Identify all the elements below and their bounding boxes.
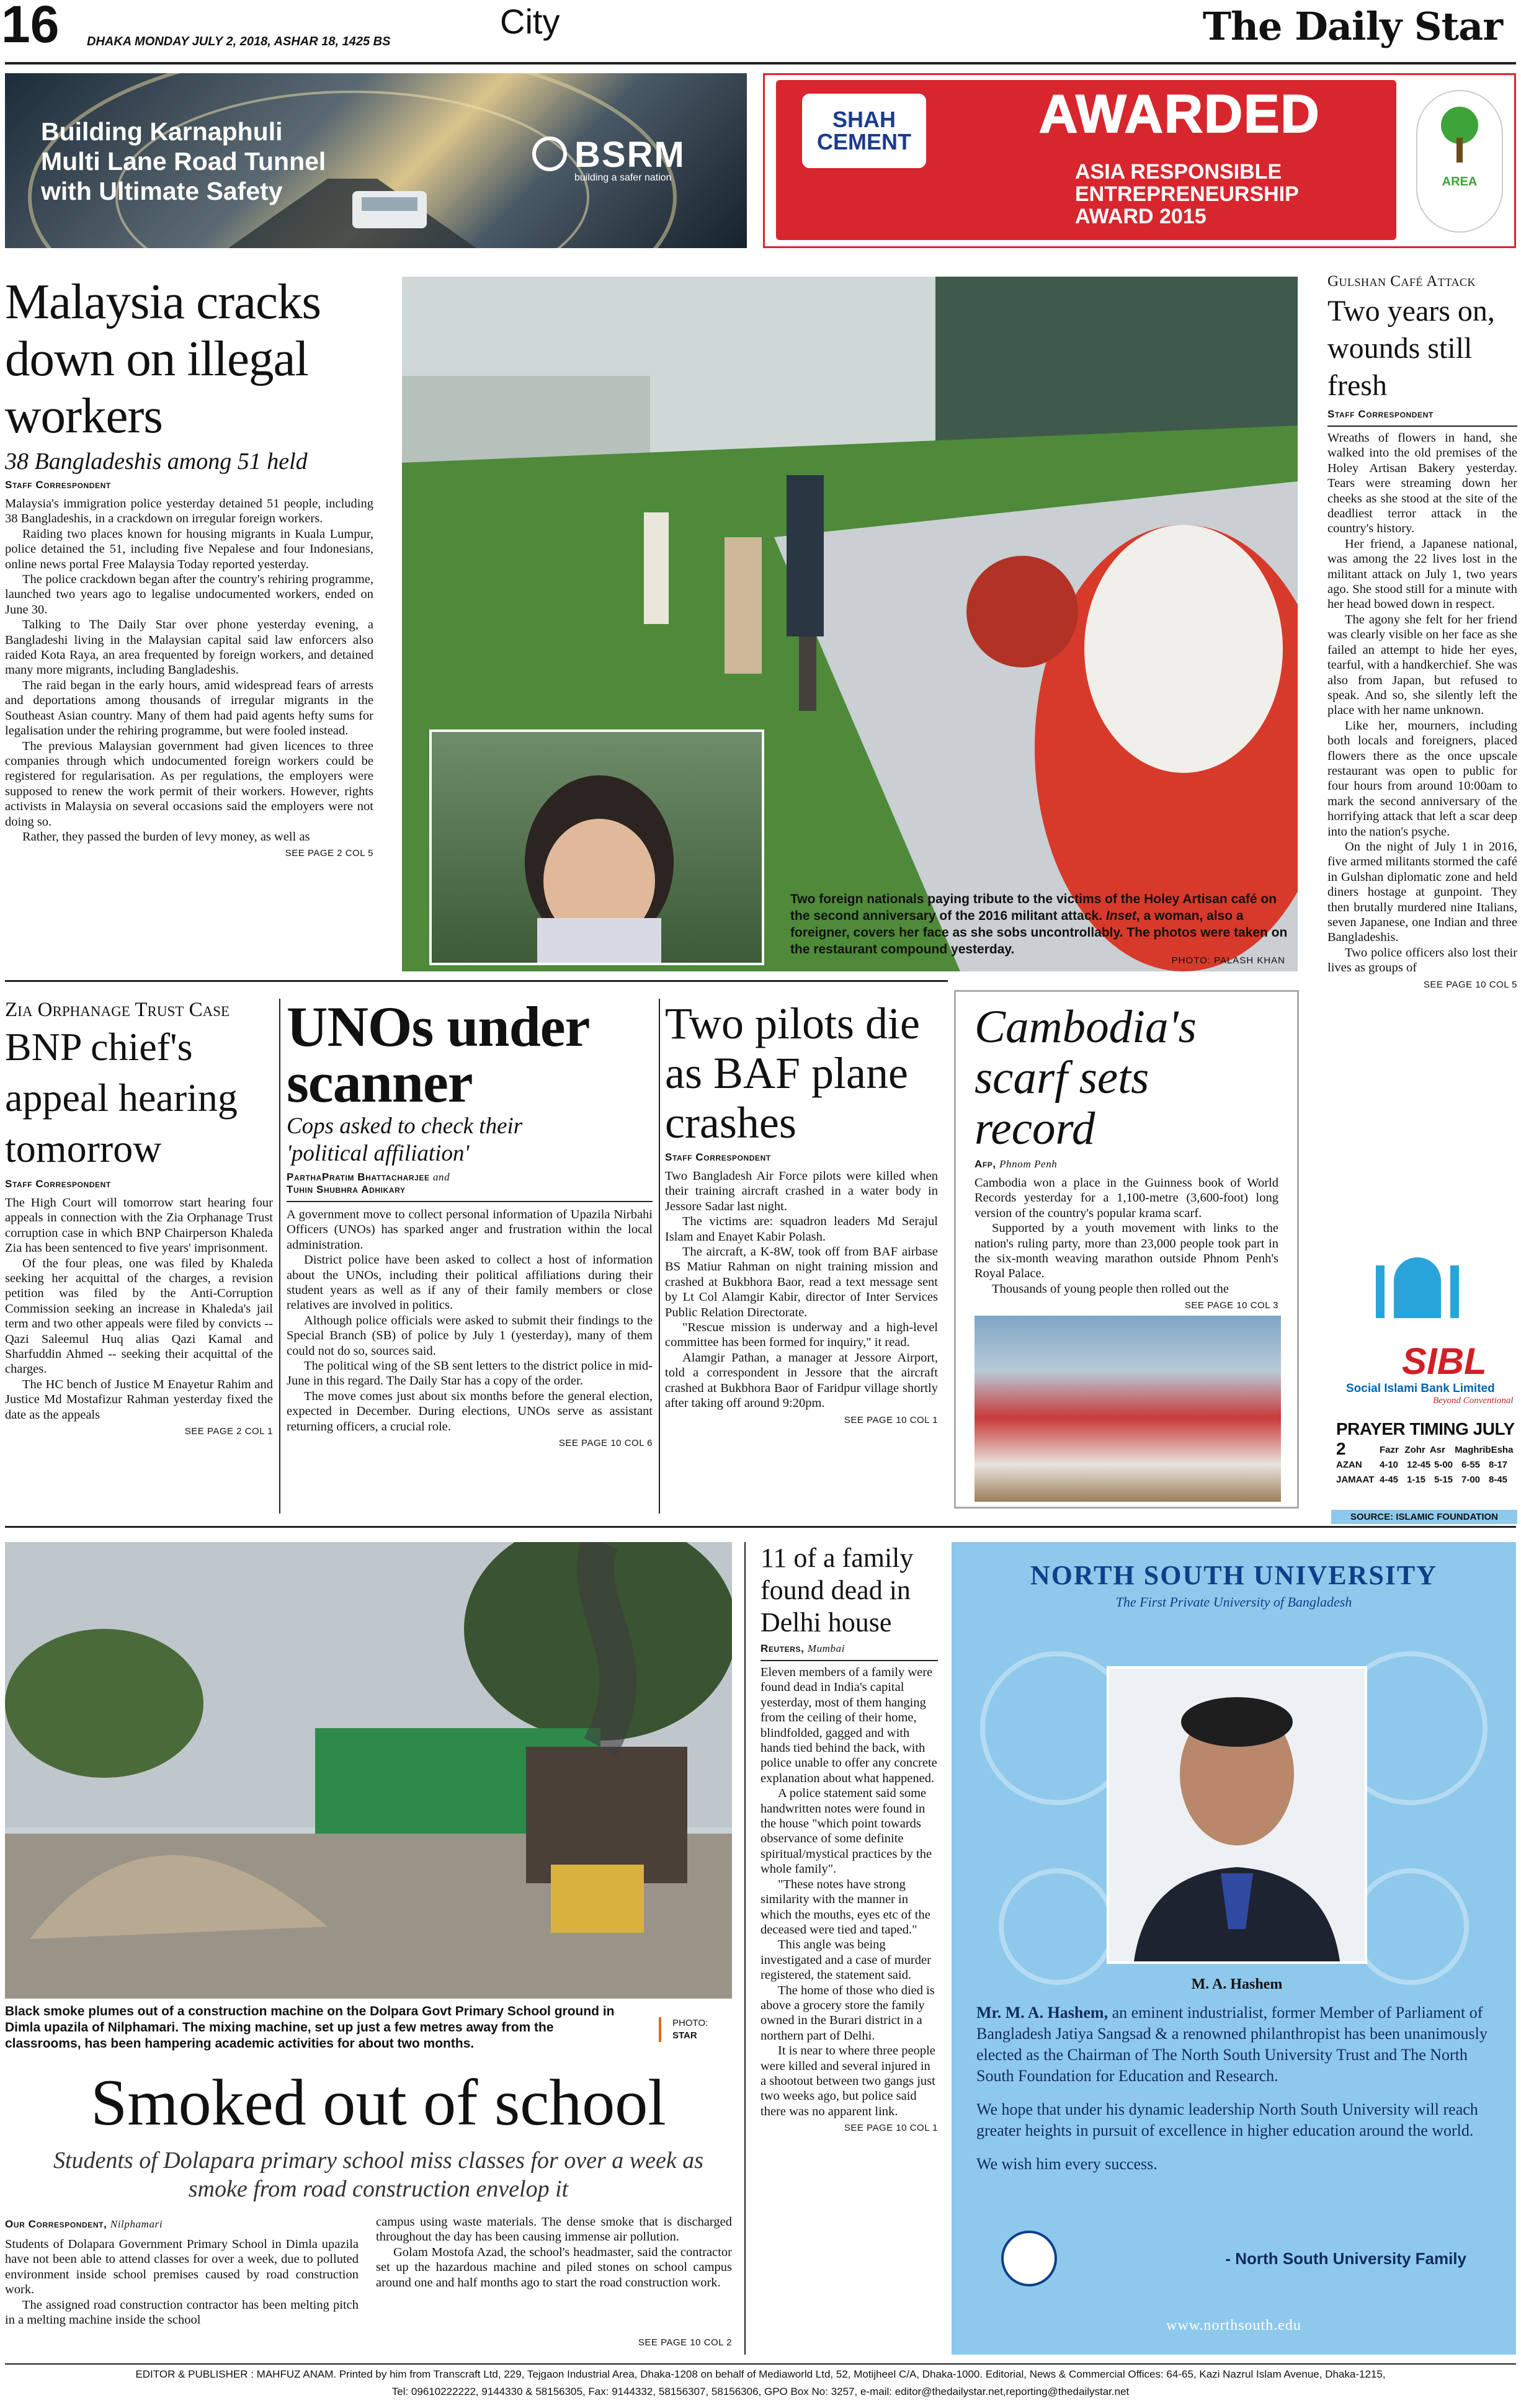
nsu-title: NORTH SOUTH UNIVERSITY xyxy=(1030,1560,1438,1590)
area-badge-label: AREA xyxy=(1442,175,1478,189)
gulshan-article xyxy=(1327,273,1517,990)
cambodia-body xyxy=(975,1175,1278,1296)
malaysia-article xyxy=(5,273,373,858)
prayer-cell: 8-45 xyxy=(1489,1474,1508,1485)
cambodia-headline: Cambodia's scarf sets record xyxy=(975,1001,1197,1154)
nsu-p2: We hope that under his dynamic leadership North South University will reach greater heights in pursuit of excellence in higher education around the world. xyxy=(976,2100,1478,2139)
nsu-sign: - North South University Family xyxy=(1225,2249,1466,2268)
cambodia-byline xyxy=(975,1158,1278,1171)
paragraph: "Rescue mission is underway and a high-level committee has been formed for inquiry," it read. xyxy=(665,1321,938,1350)
caption-text-a: Two foreign nationals paying tribute to the victims of the Holey Artisan café on the second anniversary of the 2016 militant attack. xyxy=(790,892,1277,923)
mosque-icon xyxy=(1371,1247,1464,1327)
paragraph: Talking to The Daily Star over phone yesterday evening, a Bangladeshi living in the Malaysian capital said law enforcers also raided Kota Raya, an area frequented by foreign workers, and detained many more migrants, including Bangladeshis. xyxy=(5,618,373,677)
unos-author-2: Tuhin Shubhra Adhikary xyxy=(287,1184,406,1195)
bsrm-headline: Building Karnaphuli Multi Lane Road Tunnel with Ultimate Safety xyxy=(41,117,326,205)
delhi-headline: 11 of a family found dead in Delhi house xyxy=(760,1543,914,1638)
footer-line-1: EDITOR & PUBLISHER : MAHFUZ ANAM. Printed by him from Transcraft Ltd, 229, Tejgaon Industrial Area, Dhaka-1208 on behalf of Mediaworld Ltd, 52, Motijheel C/A, Dhaka-1000. Editorial, News & Commercial Offices: 64-65, Kazi Nazrul Islam Avenue, Dhaka-1215, xyxy=(135,2368,1386,2380)
main-photo-caption xyxy=(790,891,1293,958)
paragraph: Eleven members of a family were found dead in India's capital yesterday, most of them hanging from the ceiling of their home, blindfolded, gagged and with hands tied behind the back, with police unable to offer any concrete explanation about what happened. xyxy=(760,1666,937,1785)
school-headline: Smoked out of school xyxy=(91,2066,666,2139)
school-photo xyxy=(5,1542,732,1999)
prayer-row xyxy=(1336,1473,1516,1487)
delhi-article xyxy=(760,1542,938,2133)
nsu-ad[interactable] xyxy=(952,1542,1516,2355)
paragraph: The assigned road construction contractor has been melting pitch in a melting machine inside the school xyxy=(5,2298,359,2327)
school-subhead: Students of Dolapara primary school miss classes for over a week as smoke from road construction envelop it xyxy=(53,2147,704,2202)
paragraph: Her friend, a Japanese national, was among the 22 lives lost in the militant attack on July 1, two years ago. She stood still for a minute with her head bowed down in respect. xyxy=(1327,537,1517,612)
cambodia-article xyxy=(954,990,1299,1509)
tree-icon xyxy=(1432,104,1488,172)
dateline: DHAKA MONDAY JULY 2, 2018, ASHAR 18, 1425 BS xyxy=(87,35,391,48)
prayer-cell: 5-00 xyxy=(1434,1460,1453,1470)
paragraph: Of the four pleas, one was filed by Khaleda seeking her acquittal of the charges, a revision petition was filed by the Anti-Corruption Commission seeking an increase in Khaleda's jail term and two other appeals were filed by convicts -- Qazi Saleemul Huq alias Qazi Kamal and Sharfuddin Ahmed -- seeking their acquittal of the charges. xyxy=(5,1256,273,1376)
school-byline-place: Nilphamari xyxy=(110,2218,163,2230)
paragraph: Thousands of young people then rolled out the xyxy=(992,1282,1229,1296)
caption-text-b: , a woman, also a foreigner, covers her face as she sobs uncontrollably. The photos were taken on the restaurant compound yesterday. xyxy=(790,909,1288,957)
page-number: 16 xyxy=(1,0,60,53)
paragraph: The move comes just about six months before the general election, expected in December. During elections, UNOs serve as assistant returning officers, a crucial role. xyxy=(287,1389,653,1434)
school-byline xyxy=(5,2218,163,2231)
nsu-p3: We wish him every success. xyxy=(976,2155,1157,2173)
school-col2 xyxy=(376,2214,732,2290)
sibl-name: Social Islami Bank Limited xyxy=(1346,1382,1495,1395)
sibl-tagline: Beyond Conventional xyxy=(1433,1396,1514,1406)
award-name: ASIA RESPONSIBLE ENTREPRENEURSHIP AWARD 2015 xyxy=(1075,160,1299,228)
bnp-article xyxy=(5,999,273,1437)
paragraph: Like her, mourners, including both locals and foreigners, placed flowers there as the once upscale restaurant was open to public for four hours from around 10:00am to mark the second anniversary of the horrifying attack that left a scar deep into the nation's psyche. xyxy=(1327,718,1517,839)
malaysia-see[interactable]: SEE PAGE 2 COL 5 xyxy=(285,848,373,859)
prayer-cell: JAMAAT xyxy=(1336,1474,1375,1485)
paragraph: Wreaths of flowers in hand, she walked into the old premises of the Holey Artisan Bakery yesterday. Tears were streaming down her cheeks as she stood at the site of the deadliest terror attack in the country's history. xyxy=(1327,431,1517,536)
gulshan-headline: Two years on, wounds still fresh xyxy=(1327,295,1495,402)
school-byline-role: Our Correspondent, xyxy=(5,2218,107,2230)
gulshan-kicker: Gulshan Café Attack xyxy=(1327,273,1476,290)
delhi-agency: Reuters, xyxy=(760,1643,805,1654)
bnp-kicker: Zia Orphanage Trust Case xyxy=(5,999,230,1021)
gulshan-body xyxy=(1327,430,1517,976)
prayer-row xyxy=(1336,1458,1516,1473)
nsu-person-name: M. A. Hashem xyxy=(1191,1976,1283,1992)
paragraph: Golam Mostofa Azad, the school's headmaster, said the contractor set up the hazardous machine and piled stones on school campus around one and half months ago to start the road construction work. xyxy=(376,2245,732,2290)
malaysia-body xyxy=(5,496,373,844)
paragraph: The High Court will tomorrow start hearing four appeals in connection with the Zia Orphanage Trust corruption case in which BNP Chairperson Khaleda Zia has been sentenced to five years' imprisonment. xyxy=(5,1196,273,1255)
unos-author-1: ParthaPratim Bhattacharjee xyxy=(287,1171,430,1183)
prayer-cell: 8-17 xyxy=(1489,1460,1508,1470)
cambodia-see[interactable]: SEE PAGE 10 COL 3 xyxy=(1184,1300,1278,1311)
paragraph: It is near to where three people were killed and several injured in a shootout between two gangs just two weeks ago, but police said there was no apparent link. xyxy=(760,2044,935,2118)
prayer-cell: Asr xyxy=(1429,1445,1445,1455)
prayer-cell: 4-10 xyxy=(1380,1460,1399,1470)
paragraph: Supported by a youth movement with links to the nation's ruling party, more than 23,000 people took part in the six-month weaving marathon outside Phnom Penh's Royal Palace. xyxy=(975,1221,1278,1281)
school-photo-caption: Black smoke plumes out of a construction machine on the Dolpara Govt Primary School ground in Dimla upazila of Nilphamari. The mixing machine, set up just a few metres away from the classrooms, has been hampering academic activities for about two months. xyxy=(5,2004,615,2051)
cambodia-agency: Afp, xyxy=(975,1158,996,1170)
shah-cement-ad[interactable] xyxy=(763,73,1516,248)
nsu-p1 xyxy=(976,2002,1497,2087)
unos-article xyxy=(287,995,653,1449)
sibl-logo: SIBL xyxy=(1402,1340,1487,1382)
section-name: City xyxy=(500,2,560,41)
prayer-cell: 7-00 xyxy=(1461,1474,1481,1485)
malaysia-headline: Malaysia cracks down on illegal workers xyxy=(5,274,321,444)
prayer-cell: 4-45 xyxy=(1380,1474,1399,1485)
prayer-cell: Zohr xyxy=(1404,1445,1425,1455)
unos-byline xyxy=(287,1171,653,1196)
prayer-title: PRAYER TIMING JULY 2 xyxy=(1336,1419,1515,1458)
malaysia-subhead: 38 Bangladeshis among 51 held xyxy=(5,448,308,475)
bsrm-mark-icon xyxy=(532,136,567,171)
paragraph: The agony she felt for her friend was clearly visible on her face as she failed an attempt to hide her eyes, tearful, with a handkerchief. She was also from Japan, but refused to speak. And so, she silently left the place with her name unknown. xyxy=(1327,612,1517,718)
prayer-cell: AZAN xyxy=(1336,1460,1362,1470)
bnp-headline: BNP chief's appeal hearing tomorrow xyxy=(5,1025,238,1171)
paragraph: Although police officials were asked to submit their findings to the Special Branch (SB) of police by July 1 (yesterday), many of them could not do so, sources said. xyxy=(287,1313,653,1358)
prayer-table xyxy=(1336,1443,1516,1487)
nsu-url[interactable]: www.northsouth.edu xyxy=(1166,2317,1301,2334)
bsrm-logo: BSRM xyxy=(574,135,685,175)
sibl-ad[interactable] xyxy=(1327,1247,1517,1528)
paragraph: On the night of July 1 in 2016, five armed militants stormed the café in Gulshan diplomatic zone and held diners hostage at gunpoint. They then brutally murdered nine Italians, seven Japanese, one Indian and three Bangladeshis. xyxy=(1327,839,1517,945)
credit-label: PHOTO: xyxy=(672,2018,708,2028)
prayer-cell: Esha xyxy=(1491,1445,1514,1455)
prayer-cell: 12-45 xyxy=(1407,1460,1431,1470)
prayer-cell: 6-55 xyxy=(1461,1460,1481,1470)
unos-headline: UNOs under scanner xyxy=(287,995,589,1114)
pilots-byline: Staff Correspondent xyxy=(665,1151,771,1163)
paragraph: Alamgir Pathan, a manager at Jessore Airport, told a correspondent in Jessore that the aircraft crashed at Bukbhora Baor of Faridpur village shortly after taking off around 9:20pm. xyxy=(665,1350,938,1411)
delhi-body xyxy=(760,1665,938,2119)
delhi-place: Mumbai xyxy=(807,1643,845,1654)
school-photo-credit xyxy=(659,2017,708,2042)
paragraph: Malaysia's immigration police yesterday detained 51 people, including 38 Bangladeshis, in a crackdown on irregular foreign workers. xyxy=(5,497,373,526)
prayer-cell: Maghrib xyxy=(1455,1445,1491,1455)
holey-artisan-photo xyxy=(402,277,1298,971)
paragraph: The previous Malaysian government had given licences to three companies through which undocumented foreign workers could be registered for regularisation. As per regulations, the employers were supposed to renew the work permit of their workers. However, rights activists in Malaysia on several occasions said the employers were not doing so. xyxy=(5,739,373,829)
credit-source: STAR xyxy=(672,2030,697,2041)
prayer-cell: Fazr xyxy=(1380,1445,1399,1455)
prayer-header-row xyxy=(1336,1443,1516,1458)
nsu-p1-text: an eminent industrialist, former Member of Parliament of Bangladesh Jatiya Sangsad & a renowned philanthropist has been unanimously elected as the Chairman of The North South University Trust and The North South Foundation for Education and Research. xyxy=(976,2004,1488,2085)
nsu-crest-icon xyxy=(1001,2231,1057,2286)
prayer-source: SOURCE: ISLAMIC FOUNDATION xyxy=(1331,1510,1517,1524)
bnp-body xyxy=(5,1195,273,1422)
paragraph: The police crackdown began after the country's rehiring programme, launched two years ago to legalise undocumented workers, ended on June 30. xyxy=(5,573,373,617)
school-see[interactable]: SEE PAGE 10 COL 2 xyxy=(638,2337,732,2348)
shah-logo xyxy=(802,94,926,168)
unos-body xyxy=(287,1207,653,1434)
bnp-byline: Staff Correspondent xyxy=(5,1178,111,1190)
paragraph: The political wing of the SB sent letters to the district police in mid-June in this regard. The Daily Star has a copy of the order. xyxy=(287,1359,653,1388)
unos-subhead: Cops asked to check their 'political affiliation' xyxy=(287,1113,523,1166)
footer-line-2: Tel: 09610222222, 9144330 & 58156305, Fax: 9144332, 58156307, 58156306, GPO Box No: 3257, e-mail: editor@thedailystar.net,reporting@thedailystar.net xyxy=(391,2386,1130,2397)
cambodia-place: Phnom Penh xyxy=(999,1158,1058,1170)
awarded-text: AWARDED xyxy=(1039,84,1321,144)
paragraph: Students of Dolapara Government Primary School in Dimla upazila have not been able to attend classes for over a week, due to polluted environment inside school premises caused by road construction work. xyxy=(5,2237,359,2297)
paragraph: "These notes have strong similarity with the manner in which the mouths, eyes etc of the deceased were tied and taped." xyxy=(760,1877,930,1937)
bsrm-tagline: building a safer nation xyxy=(574,172,672,183)
school-col1 xyxy=(5,2237,359,2327)
pilots-article xyxy=(665,999,938,1425)
unos-and: and xyxy=(432,1171,450,1183)
bnp-see[interactable]: SEE PAGE 2 COL 1 xyxy=(184,1426,273,1437)
prayer-cell xyxy=(1336,1443,1380,1458)
prayer-cell: 1-15 xyxy=(1407,1474,1426,1485)
nsu-p1-name: Mr. M. A. Hashem, xyxy=(976,2004,1108,2022)
paragraph: A police statement said some handwritten notes were found in the house "which point towards observance of some definite spiritual/mystical practices by the whole family". xyxy=(760,1786,932,1876)
unos-see[interactable]: SEE PAGE 10 COL 6 xyxy=(558,1438,653,1449)
paragraph: A government move to collect personal information of Upazila Nirbahi Officers (UNOs) has sparked anger and frustration within the local administration. xyxy=(287,1208,653,1252)
inset-photo xyxy=(429,729,764,965)
paragraph: Rather, they passed the burden of levy money, as well as xyxy=(22,829,310,844)
hashem-portrait xyxy=(1107,1666,1367,1964)
cambodia-photo xyxy=(975,1316,1281,1502)
prayer-cell: 5-15 xyxy=(1434,1474,1453,1485)
gulshan-byline: Staff Correspondent xyxy=(1327,408,1434,420)
pilots-body xyxy=(665,1169,938,1411)
paragraph: The victims are: squadron leaders Md Serajul Islam and Enayet Kabir Polash. xyxy=(665,1215,938,1244)
header-rule xyxy=(5,62,1516,65)
paragraph: District police have been asked to collect a host of information about the UNOs, including their political affiliations during their student years as well as if any of their family members or close relatives are involved in politics. xyxy=(287,1253,653,1313)
pilots-see[interactable]: SEE PAGE 10 COL 1 xyxy=(844,1414,938,1425)
delhi-see[interactable]: SEE PAGE 10 COL 1 xyxy=(844,2123,938,2134)
paragraph: campus using waste materials. The dense smoke that is discharged throughout the day has been causing immense air pollution. xyxy=(376,2215,732,2244)
paragraph: Two Bangladesh Air Force pilots were killed when their training aircraft crashed in a water body in Jessore Sadar last night. xyxy=(665,1169,938,1213)
nsu-tagline: The First Private University of Bangladesh xyxy=(1115,1594,1352,1610)
main-photo-credit: PHOTO: PALASH KHAN xyxy=(1171,955,1285,966)
nsu-text xyxy=(976,2002,1497,2175)
bsrm-ad[interactable] xyxy=(5,73,747,248)
paragraph: Raiding two places known for housing migrants in Kuala Lumpur, police detained the 51, including five Nepalese and four Indonesians, online news portal Free Malaysia Today reported yesterday. xyxy=(5,527,373,571)
paragraph: The raid began in the early hours, amid widespread fears of arrests and deportations among thousands of irregular migrants in the Southeast Asian country. Many of them had paid agents hefty sums for legalisation under the rehiring programme, but were fooled instead. xyxy=(5,678,373,738)
gulshan-see[interactable]: SEE PAGE 10 COL 5 xyxy=(1423,979,1517,990)
area-badge xyxy=(1416,90,1503,233)
paragraph: This angle was being investigated and a case of murder registered, the statement said. xyxy=(760,1938,931,1982)
malaysia-byline: Staff Correspondent xyxy=(5,479,111,491)
shah-logo-text: SHAH CEMENT xyxy=(817,107,911,154)
delhi-byline xyxy=(760,1643,938,1655)
paragraph: The home of those who died is above a grocery store the family owned in the Burari district in a northern part of Delhi. xyxy=(760,1983,935,2043)
paragraph: The HC bench of Justice M Enayetur Rahim and Justice Md Mostafizur Rahman yesterday fixed the date as the appeals xyxy=(5,1377,273,1422)
paragraph: Two police officers also lost their lives as groups of xyxy=(1327,945,1517,975)
paragraph: The aircraft, a K-8W, took off from BAF airbase BS Matiur Rahman on night training mission and crashed at Bukbhora Baor, read a text message sent by Lt Col Alamgir Kabir, director of Inter Services Public Relation Directorate. xyxy=(665,1245,938,1319)
caption-inset-word: Inset xyxy=(1105,909,1136,923)
paragraph: Cambodia won a place in the Guinness book of World Records yesterday for a 1,100-metre (3,600-foot) long version of the country's popular krama scarf. xyxy=(975,1176,1278,1220)
masthead-logo: The Daily Star xyxy=(1202,4,1502,49)
pilots-headline: Two pilots die as BAF plane crashes xyxy=(665,999,920,1148)
